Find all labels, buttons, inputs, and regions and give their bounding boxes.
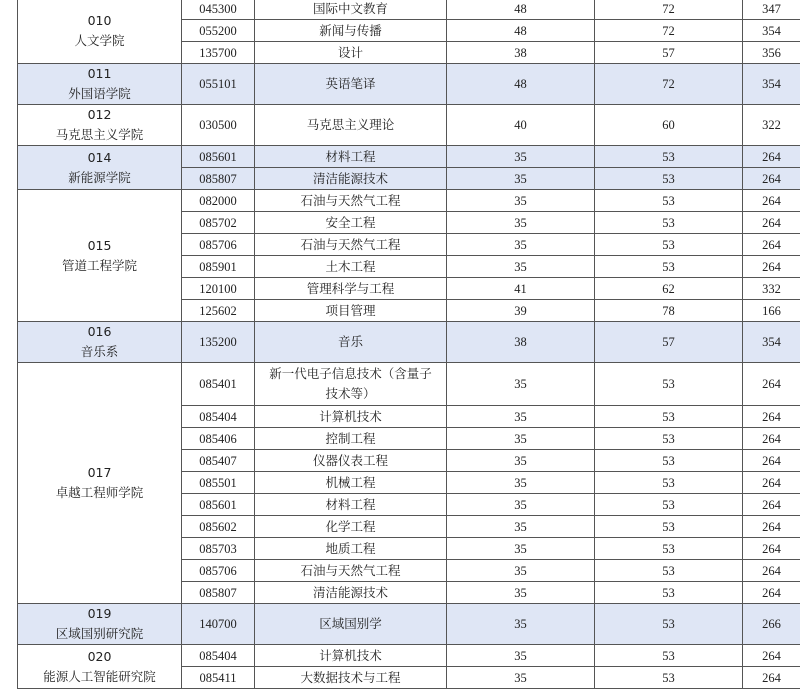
total-score: 264 [743,168,800,190]
score-a: 35 [447,190,595,212]
department-cell [18,105,182,146]
score-b: 53 [595,406,743,428]
score-b: 53 [595,494,743,516]
score-a: 35 [447,538,595,560]
department-name: 新能源学院 [18,168,181,188]
major-name: 地质工程 [255,538,447,560]
major-code: 085404 [182,406,255,428]
department-code: 014 [18,148,181,168]
major-code: 085601 [182,494,255,516]
department-cell [18,64,182,105]
score-a: 35 [447,667,595,689]
score-a: 35 [447,363,595,406]
major-code: 085807 [182,582,255,604]
table-row [18,645,800,667]
total-score: 264 [743,428,800,450]
department-name: 马克思主义学院 [18,125,181,145]
score-b: 62 [595,278,743,300]
major-code: 045300 [182,0,255,20]
major-code: 125602 [182,300,255,322]
table-row [18,604,800,645]
total-score: 354 [743,322,800,363]
score-b: 72 [595,20,743,42]
total-score: 264 [743,667,800,689]
table-row [18,64,800,105]
major-code: 055200 [182,20,255,42]
score-b: 78 [595,300,743,322]
major-name: 石油与天然气工程 [255,190,447,212]
score-a: 35 [447,582,595,604]
total-score: 264 [743,212,800,234]
major-name: 大数据技术与工程 [255,667,447,689]
major-name: 清洁能源技术 [255,582,447,604]
total-score: 332 [743,278,800,300]
total-score: 264 [743,406,800,428]
score-a: 35 [447,645,595,667]
department-code: 020 [18,647,181,667]
department-name: 卓越工程师学院 [18,483,181,503]
total-score: 264 [743,234,800,256]
score-b: 60 [595,105,743,146]
department-cell [18,363,182,604]
table-row [18,146,800,168]
score-b: 72 [595,0,743,20]
score-b: 53 [595,212,743,234]
department-code: 011 [18,64,181,84]
score-b: 53 [595,428,743,450]
total-score: 354 [743,20,800,42]
score-a: 35 [447,256,595,278]
department-cell [18,146,182,190]
department-cell [18,604,182,645]
major-name: 英语笔译 [255,64,447,105]
total-score: 264 [743,516,800,538]
total-score: 264 [743,538,800,560]
table-row [18,105,800,146]
major-name: 马克思主义理论 [255,105,447,146]
major-code: 085406 [182,428,255,450]
total-score: 264 [743,450,800,472]
total-score: 266 [743,604,800,645]
score-a: 35 [447,406,595,428]
major-code: 085702 [182,212,255,234]
table-row [18,363,800,406]
score-b: 57 [595,322,743,363]
score-a: 35 [447,450,595,472]
major-name: 机械工程 [255,472,447,494]
major-code: 085601 [182,146,255,168]
table-body [18,0,800,689]
major-name: 项目管理 [255,300,447,322]
department-cell [18,190,182,322]
major-code: 055101 [182,64,255,105]
major-name: 石油与天然气工程 [255,560,447,582]
score-a: 35 [447,212,595,234]
total-score: 322 [743,105,800,146]
major-name: 石油与天然气工程 [255,234,447,256]
major-name: 土木工程 [255,256,447,278]
score-b: 53 [595,538,743,560]
score-a: 41 [447,278,595,300]
score-b: 53 [595,168,743,190]
total-score: 264 [743,645,800,667]
total-score: 264 [743,472,800,494]
score-a: 48 [447,0,595,20]
total-score: 264 [743,560,800,582]
total-score: 264 [743,190,800,212]
score-b: 53 [595,645,743,667]
department-cell [18,322,182,363]
total-score: 356 [743,42,800,64]
total-score: 264 [743,363,800,406]
department-code: 015 [18,236,181,256]
major-name: 音乐 [255,322,447,363]
major-code: 030500 [182,105,255,146]
major-code: 082000 [182,190,255,212]
department-name: 区域国别研究院 [18,624,181,644]
department-code: 019 [18,604,181,624]
department-code: 017 [18,463,181,483]
score-b: 72 [595,64,743,105]
table-row [18,190,800,212]
major-name: 区域国别学 [255,604,447,645]
major-name: 计算机技术 [255,645,447,667]
major-code: 085703 [182,538,255,560]
major-name [255,363,447,406]
total-score: 354 [743,64,800,105]
major-code: 135200 [182,322,255,363]
score-a: 35 [447,428,595,450]
score-a: 39 [447,300,595,322]
major-code: 140700 [182,604,255,645]
score-b: 53 [595,667,743,689]
score-b: 53 [595,560,743,582]
department-name: 音乐系 [18,342,181,362]
major-code: 085807 [182,168,255,190]
major-name: 仪器仪表工程 [255,450,447,472]
major-code: 085706 [182,560,255,582]
score-a: 48 [447,20,595,42]
department-name: 外国语学院 [18,84,181,104]
major-code: 085407 [182,450,255,472]
table-row [18,0,800,20]
major-code: 085401 [182,363,255,406]
department-code: 016 [18,322,181,342]
major-code: 085706 [182,234,255,256]
score-a: 40 [447,105,595,146]
score-b: 53 [595,582,743,604]
score-b: 53 [595,363,743,406]
major-code: 085901 [182,256,255,278]
score-b: 53 [595,450,743,472]
score-b: 53 [595,234,743,256]
score-a: 38 [447,322,595,363]
score-b: 53 [595,604,743,645]
score-a: 35 [447,604,595,645]
score-b: 53 [595,472,743,494]
major-name: 新闻与传播 [255,20,447,42]
department-name: 管道工程学院 [18,256,181,276]
major-code: 135700 [182,42,255,64]
total-score: 166 [743,300,800,322]
score-a: 35 [447,560,595,582]
total-score: 264 [743,146,800,168]
major-name: 化学工程 [255,516,447,538]
major-code: 120100 [182,278,255,300]
score-b: 53 [595,256,743,278]
score-a: 35 [447,516,595,538]
major-name: 材料工程 [255,146,447,168]
score-a: 38 [447,42,595,64]
department-name: 能源人工智能研究院 [18,667,181,687]
department-cell [18,0,182,64]
total-score: 264 [743,494,800,516]
department-cell [18,645,182,689]
major-name: 材料工程 [255,494,447,516]
major-name: 管理科学与工程 [255,278,447,300]
total-score: 347 [743,0,800,20]
major-name: 控制工程 [255,428,447,450]
major-name: 设计 [255,42,447,64]
department-code: 012 [18,105,181,125]
major-code: 085501 [182,472,255,494]
score-a: 35 [447,234,595,256]
major-name-line: 新一代电子信息技术（含量子 [255,364,446,384]
major-name: 国际中文教育 [255,0,447,20]
score-a: 35 [447,494,595,516]
department-code: 010 [18,11,181,31]
major-code: 085602 [182,516,255,538]
score-a: 35 [447,146,595,168]
score-b: 53 [595,190,743,212]
score-table [17,0,800,689]
major-code: 085404 [182,645,255,667]
score-b: 53 [595,516,743,538]
total-score: 264 [743,256,800,278]
major-name-line: 技术等） [255,384,446,404]
score-a: 48 [447,64,595,105]
score-a: 35 [447,472,595,494]
score-a: 35 [447,168,595,190]
table-row [18,322,800,363]
major-name: 安全工程 [255,212,447,234]
score-b: 57 [595,42,743,64]
total-score: 264 [743,582,800,604]
major-name: 清洁能源技术 [255,168,447,190]
department-name: 人文学院 [18,31,181,51]
major-name: 计算机技术 [255,406,447,428]
score-b: 53 [595,146,743,168]
major-code: 085411 [182,667,255,689]
